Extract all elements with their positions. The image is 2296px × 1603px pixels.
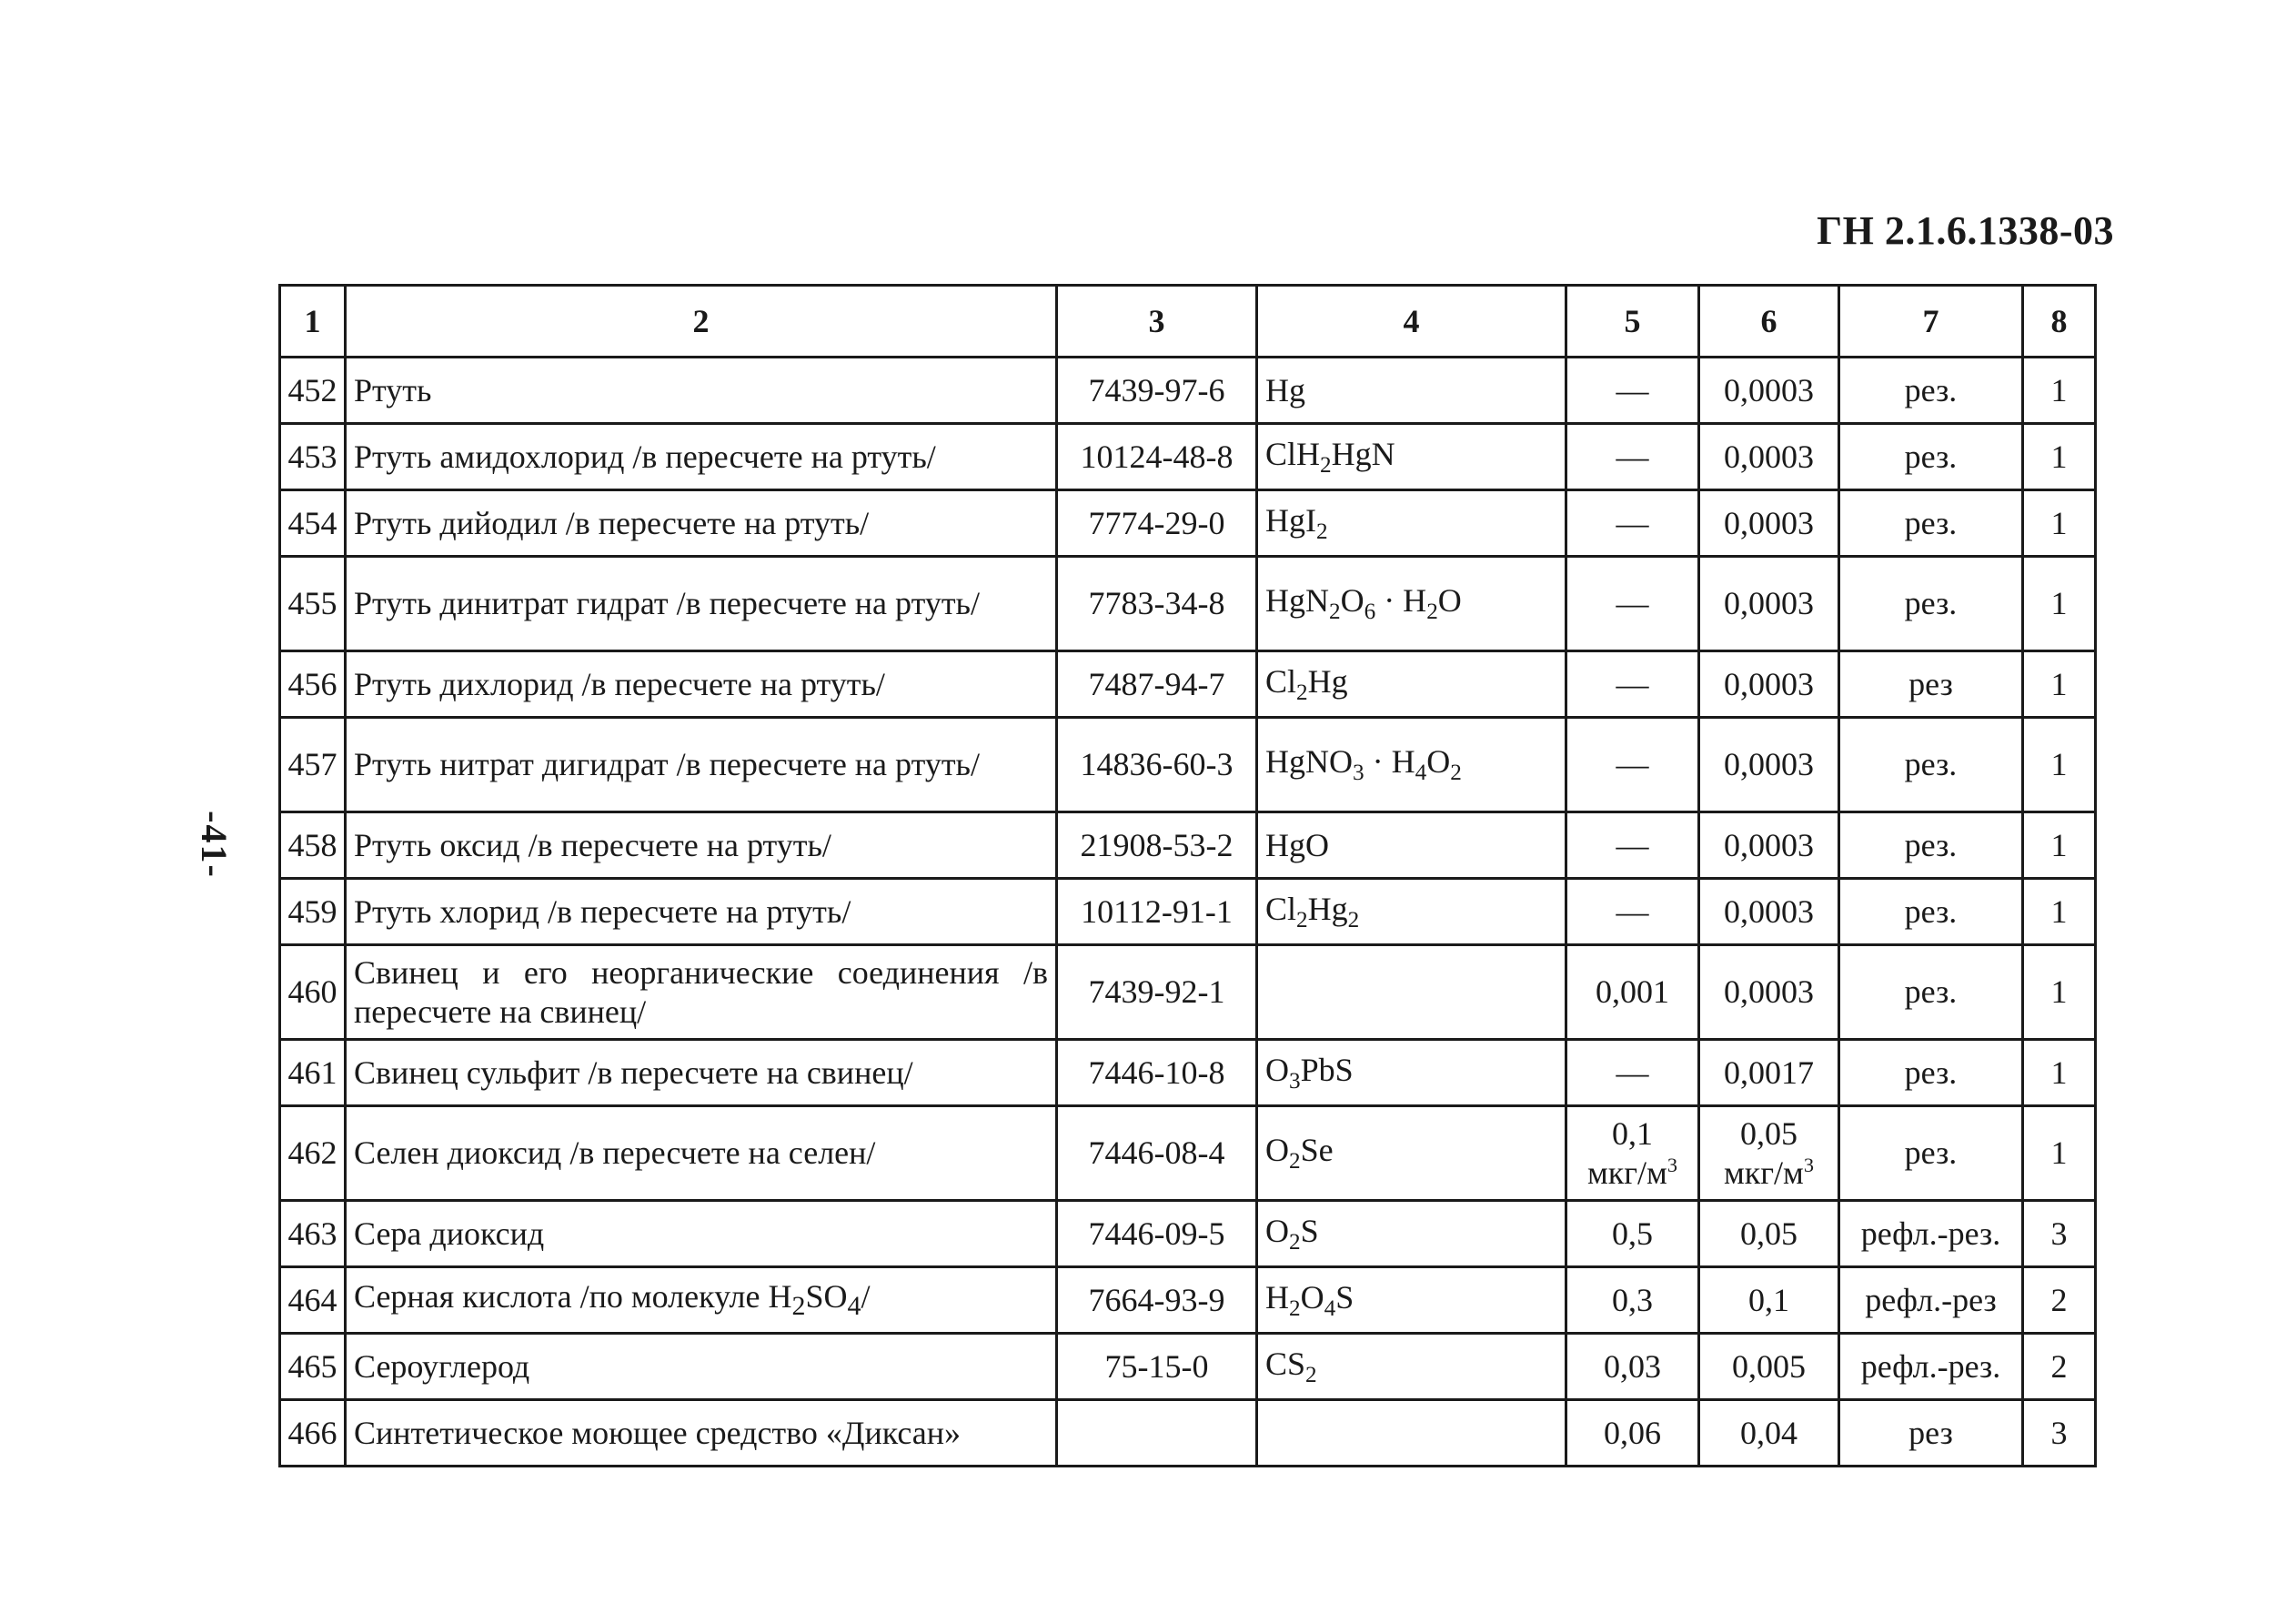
cell-daily-average: 0,0003 [1699, 358, 1839, 424]
cell-number: 459 [280, 879, 346, 945]
cell-max-single: 0,001 [1566, 945, 1699, 1040]
cell-cas-number: 10124-48-8 [1057, 424, 1257, 490]
cell-substance-name: Ртуть амидохлорид /в пересчете на ртуть/ [346, 424, 1057, 490]
cell-daily-average: 0,04 [1699, 1400, 1839, 1467]
table-row [280, 557, 2096, 651]
cell-number: 454 [280, 490, 346, 557]
table-row [280, 1201, 2096, 1267]
cell-hazard-class: 1 [2023, 1040, 2096, 1106]
cell-hazard-class: 1 [2023, 651, 2096, 718]
table-row [280, 1334, 2096, 1400]
cell-formula: ClH$_2$HgN [1257, 424, 1566, 490]
cell-hazard-class: 3 [2023, 1201, 2096, 1267]
table-row [280, 490, 2096, 557]
table-row [280, 1400, 2096, 1467]
cell-max-single: — [1566, 718, 1699, 812]
cell-formula: $Cl_2Hg$ [1257, 651, 1566, 718]
cell-hazard-class: 1 [2023, 879, 2096, 945]
cell-substance-name: Ртуть динитрат гидрат /в пересчете на ртуть/ [346, 557, 1057, 651]
cell-hazard-class: 1 [2023, 358, 2096, 424]
cell-substance-name: Ртуть [346, 358, 1057, 424]
cell-number: 458 [280, 812, 346, 879]
table-row [280, 651, 2096, 718]
cell-cas-number: 10112-91-1 [1057, 879, 1257, 945]
cell-formula: $O_2Se$ [1257, 1106, 1566, 1201]
cell-formula: $O_2S$ [1257, 1201, 1566, 1267]
cell-max-single: 0,5 [1566, 1201, 1699, 1267]
cell-daily-average: 0,0017 [1699, 1040, 1839, 1106]
cell-number: 462 [280, 1106, 346, 1201]
cell-number: 463 [280, 1201, 346, 1267]
substances-table [278, 284, 2097, 1467]
cell-daily-average: 0,05 [1699, 1201, 1839, 1267]
cell-limiting-indicator: рез. [1839, 490, 2023, 557]
cell-substance-name: Селен диоксид /в пересчете на селен/ [346, 1106, 1057, 1201]
cell-max-single: — [1566, 424, 1699, 490]
cell-limiting-indicator: рез. [1839, 879, 2023, 945]
header-cell: 8 [2023, 286, 2096, 358]
cell-max-single: — [1566, 812, 1699, 879]
cell-number: 465 [280, 1334, 346, 1400]
cell-substance-name: Ртуть дийодил /в пересчете на ртуть/ [346, 490, 1057, 557]
cell-limiting-indicator: рефл.-рез [1839, 1267, 2023, 1334]
header-cell: 5 [1566, 286, 1699, 358]
cell-daily-average: 0,05 мкг/$м^3$ [1699, 1106, 1839, 1201]
cell-number: 464 [280, 1267, 346, 1334]
cell-cas-number: 7446-10-8 [1057, 1040, 1257, 1106]
cell-number: 452 [280, 358, 346, 424]
cell-max-single: — [1566, 1040, 1699, 1106]
cell-max-single: 0,1 мкг/$м^3$ [1566, 1106, 1699, 1201]
cell-cas-number: 7664-93-9 [1057, 1267, 1257, 1334]
cell-cas-number: 21908-53-2 [1057, 812, 1257, 879]
cell-hazard-class: 1 [2023, 490, 2096, 557]
cell-hazard-class: 1 [2023, 557, 2096, 651]
cell-formula: $H_2O_4S$ [1257, 1267, 1566, 1334]
header-cell: 4 [1257, 286, 1566, 358]
cell-substance-name: Ртуть дихлорид /в пересчете на ртуть/ [346, 651, 1057, 718]
cell-limiting-indicator: рез. [1839, 945, 2023, 1040]
cell-cas-number: 7774-29-0 [1057, 490, 1257, 557]
cell-hazard-class: 1 [2023, 1106, 2096, 1201]
table-row [280, 1106, 2096, 1201]
cell-substance-name: Сера диоксид [346, 1201, 1057, 1267]
table-row [280, 812, 2096, 879]
header-cell: 6 [1699, 286, 1839, 358]
header-cell: 7 [1839, 286, 2023, 358]
cell-number: 456 [280, 651, 346, 718]
cell-daily-average: 0,1 [1699, 1267, 1839, 1334]
cell-cas-number: 7487-94-7 [1057, 651, 1257, 718]
cell-daily-average: 0,0003 [1699, 651, 1839, 718]
cell-hazard-class: 2 [2023, 1334, 2096, 1400]
cell-max-single: — [1566, 651, 1699, 718]
cell-formula: HgNO$_3$ · $H_4O_2$ [1257, 718, 1566, 812]
cell-number: 460 [280, 945, 346, 1040]
cell-daily-average: 0,0003 [1699, 945, 1839, 1040]
cell-max-single: 0,03 [1566, 1334, 1699, 1400]
table-row [280, 718, 2096, 812]
table-row [280, 358, 2096, 424]
cell-formula: HgI$_2$ [1257, 490, 1566, 557]
cell-limiting-indicator: рез [1839, 651, 2023, 718]
cell-daily-average: 0,005 [1699, 1334, 1839, 1400]
cell-limiting-indicator: рез [1839, 1400, 2023, 1467]
cell-max-single: 0,3 [1566, 1267, 1699, 1334]
cell-substance-name: Свинец и его неорганические соединения /в пересчете на свинец/ [346, 945, 1057, 1040]
cell-formula: $Cl_2Hg_2$ [1257, 879, 1566, 945]
cell-limiting-indicator: рефл.-рез. [1839, 1334, 2023, 1400]
cell-daily-average: 0,0003 [1699, 879, 1839, 945]
cell-formula [1257, 1400, 1566, 1467]
cell-limiting-indicator: рез. [1839, 358, 2023, 424]
cell-substance-name: Ртуть нитрат дигидрат /в пересчете на ртуть/ [346, 718, 1057, 812]
cell-limiting-indicator: рез. [1839, 557, 2023, 651]
cell-cas-number: 75-15-0 [1057, 1334, 1257, 1400]
cell-number: 453 [280, 424, 346, 490]
cell-cas-number: 7446-09-5 [1057, 1201, 1257, 1267]
cell-number: 466 [280, 1400, 346, 1467]
cell-daily-average: 0,0003 [1699, 557, 1839, 651]
cell-daily-average: 0,0003 [1699, 424, 1839, 490]
header-cell: 3 [1057, 286, 1257, 358]
cell-daily-average: 0,0003 [1699, 718, 1839, 812]
cell-hazard-class: 3 [2023, 1400, 2096, 1467]
cell-cas-number: 7439-92-1 [1057, 945, 1257, 1040]
page-number: -41- [193, 811, 235, 879]
cell-cas-number: 14836-60-3 [1057, 718, 1257, 812]
cell-substance-name: Ртуть хлорид /в пересчете на ртуть/ [346, 879, 1057, 945]
table-row [280, 1267, 2096, 1334]
table-row [280, 879, 2096, 945]
cell-limiting-indicator: рез. [1839, 718, 2023, 812]
cell-cas-number: 7439-97-6 [1057, 358, 1257, 424]
table-header-row [280, 286, 2096, 358]
cell-number: 461 [280, 1040, 346, 1106]
cell-max-single: 0,06 [1566, 1400, 1699, 1467]
cell-substance-name: Серная кислота /по молекуле $H_2SO_4/$ [346, 1267, 1057, 1334]
cell-hazard-class: 2 [2023, 1267, 2096, 1334]
cell-number: 455 [280, 557, 346, 651]
cell-substance-name: Свинец сульфит /в пересчете на свинец/ [346, 1040, 1057, 1106]
cell-hazard-class: 1 [2023, 718, 2096, 812]
cell-hazard-class: 1 [2023, 945, 2096, 1040]
cell-substance-name: Ртуть оксид /в пересчете на ртуть/ [346, 812, 1057, 879]
cell-hazard-class: 1 [2023, 812, 2096, 879]
cell-max-single: — [1566, 490, 1699, 557]
table-row [280, 424, 2096, 490]
cell-formula: Hg [1257, 358, 1566, 424]
cell-limiting-indicator: рез. [1839, 812, 2023, 879]
document-code: ГН 2.1.6.1338-03 [1817, 208, 2114, 253]
cell-formula: $O_3PbS$ [1257, 1040, 1566, 1106]
cell-substance-name: Сероуглерод [346, 1334, 1057, 1400]
cell-max-single: — [1566, 358, 1699, 424]
cell-formula: HgO [1257, 812, 1566, 879]
cell-cas-number: 7446-08-4 [1057, 1106, 1257, 1201]
cell-formula: $HgN_2O_6 \cdot H_2O$ [1257, 557, 1566, 651]
cell-cas-number: 7783-34-8 [1057, 557, 1257, 651]
cell-limiting-indicator: рез. [1839, 424, 2023, 490]
cell-number: 457 [280, 718, 346, 812]
cell-substance-name: Синтетическое моющее средство «Диксан» [346, 1400, 1057, 1467]
cell-max-single: — [1566, 879, 1699, 945]
cell-limiting-indicator: рез. [1839, 1040, 2023, 1106]
cell-cas-number [1057, 1400, 1257, 1467]
cell-formula: $CS_2$ [1257, 1334, 1566, 1400]
cell-daily-average: 0,0003 [1699, 812, 1839, 879]
header-cell: 2 [346, 286, 1057, 358]
cell-limiting-indicator: рез. [1839, 1106, 2023, 1201]
table-body [280, 286, 2096, 1467]
cell-daily-average: 0,0003 [1699, 490, 1839, 557]
table-row [280, 1040, 2096, 1106]
cell-limiting-indicator: рефл.-рез. [1839, 1201, 2023, 1267]
cell-formula [1257, 945, 1566, 1040]
cell-hazard-class: 1 [2023, 424, 2096, 490]
cell-max-single: — [1566, 557, 1699, 651]
header-cell: 1 [280, 286, 346, 358]
table-row [280, 945, 2096, 1040]
